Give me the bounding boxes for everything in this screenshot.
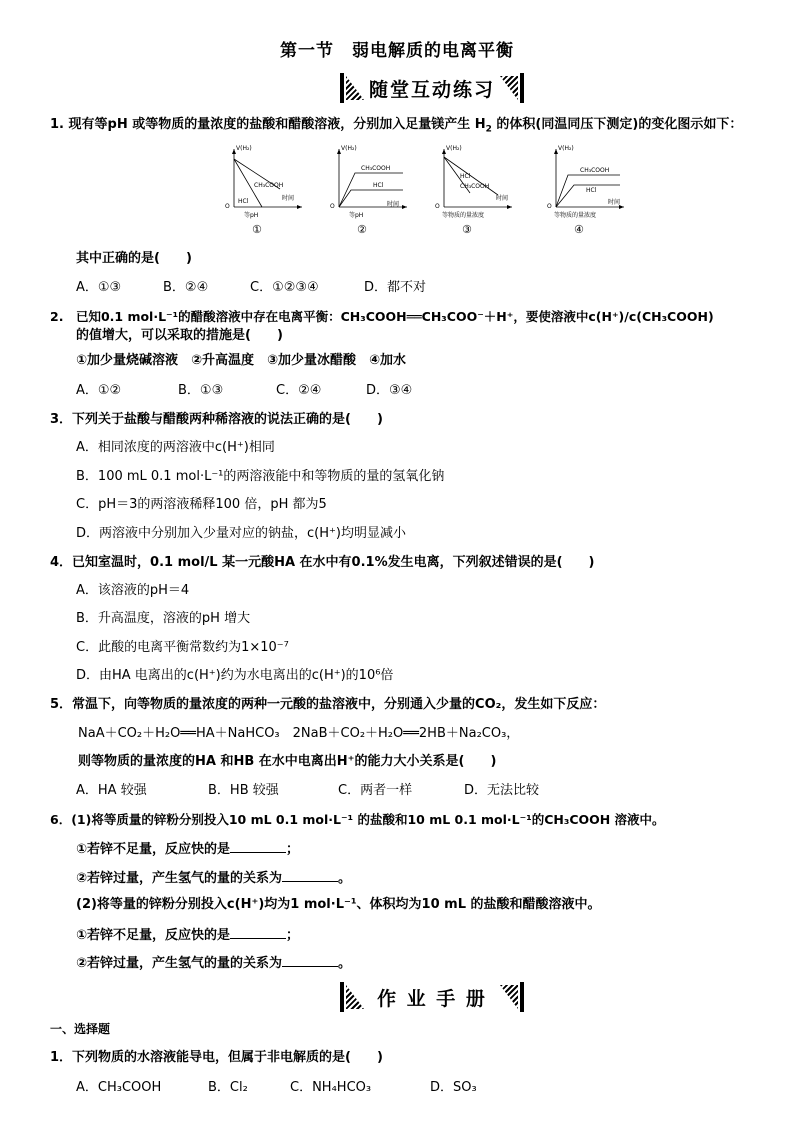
q5-option-a: A．HA 较强 (76, 783, 147, 798)
q1-option-c: C．①②③④ (250, 280, 319, 295)
answer-blank[interactable] (282, 954, 338, 967)
chart-2-origin: O (330, 203, 335, 210)
question-6-1b: ②若锌过量，产生氢气的量的关系为 。 (76, 871, 352, 886)
banner-label: 随堂互动练习 (368, 78, 495, 101)
question-4-stem: 4．已知室温时，0.1 mol/L 某一元酸HA 在水中有0.1%发生电离，下列叙述错误的是( ) (50, 555, 595, 570)
question-3-stem: 3．下列关于盐酸与醋酸两种稀溶液的说法正确的是( ) (50, 412, 383, 427)
question-6-part-1: 6．(1)将等质量的锌粉分别投入10 mL 0.1 mol·L⁻¹ 的盐酸和10 mL 0.1 mol·L⁻¹的CH₃COOH 溶液中。 (50, 812, 665, 827)
question-2-stem-cont: 的值增大，可以采取的措施是( ) (76, 328, 283, 343)
practice-banner (340, 73, 524, 103)
q1-option-a: A．①③ (76, 280, 122, 295)
chart-2-ylabel: V(H₂) (341, 145, 357, 152)
question-2-stem: 2. 已知0.1 mol·L⁻¹的醋酸溶液中存在电离平衡：CH₃COOH══CH₃COO⁻＋H⁺，要使溶液中c(H⁺)/c(CH₃COOH) (50, 309, 714, 324)
question-5-ask: 则等物质的量浓度的HA 和HB 在水中电离出H⁺的能力大小关系是( ) (78, 754, 497, 769)
banner-stripe-icon (346, 76, 364, 100)
q5-option-d: D．无法比较 (464, 783, 540, 798)
question-1-charts (222, 145, 642, 235)
question-6-2b: ②若锌过量，产生氢气的量的关系为 。 (76, 956, 352, 971)
question-5-reaction: NaA＋CO₂＋H₂O══HA＋NaHCO₃ 2NaB＋CO₂＋H₂O══2HB＋Na₂CO₃， (78, 726, 520, 741)
answer-blank[interactable] (282, 869, 338, 882)
chart-2-label-a: CH₃COOH (361, 165, 391, 172)
h1-option-b: B．Cl₂ (208, 1080, 248, 1095)
chart-3-caption: 等物质的量浓度 (442, 212, 485, 219)
q2-option-b: B．①③ (178, 383, 224, 398)
h1-option-d: D．SO₃ (430, 1080, 477, 1095)
q4-option-d: D．由HA 电离出的c(H⁺)约为水电离出的c(H⁺)的10⁶倍 (76, 668, 394, 683)
q5-option-c: C．两者一样 (338, 783, 413, 798)
chart-2 (327, 145, 417, 235)
chart-3-number: ③ (462, 223, 472, 236)
chart-4-label-b: HCl (586, 187, 597, 194)
q4-option-a: A．该溶液的pH＝4 (76, 583, 190, 598)
question-6-1a: ①若锌不足量，反应快的是 ； (76, 842, 300, 857)
q5-option-b: B．HB 较强 (208, 783, 279, 798)
chart-2-graphic (327, 145, 417, 225)
chart-3-label-b: CH₃COOH (460, 183, 490, 190)
q4-option-c: C．此酸的电离平衡常数约为1×10⁻⁷ (76, 640, 289, 655)
chart-4-number: ④ (574, 223, 584, 236)
q2-option-a: A．①② (76, 383, 122, 398)
q4-option-b: B．升高温度，溶液的pH 增大 (76, 611, 251, 626)
chart-3-label-a: HCl (460, 173, 471, 180)
question-5-stem: 5．常温下，向等物质的量浓度的两种一元酸的盐溶液中，分别通入少量的CO₂，发生如下反应： (50, 697, 606, 712)
chart-1-caption: 等pH (244, 212, 259, 219)
homework-banner (340, 982, 524, 1012)
question-6-2a: ①若锌不足量，反应快的是 ； (76, 928, 300, 943)
question-2-choices: ①加少量烧碱溶液 ②升高温度 ③加少量冰醋酸 ④加水 (76, 353, 407, 368)
page-title: 第一节 弱电解质的电离平衡 (280, 41, 514, 61)
q2-option-c: C．②④ (276, 383, 322, 398)
chart-1-number: ① (252, 223, 262, 236)
chart-4-ylabel: V(H₂) (558, 145, 574, 152)
answer-blank[interactable] (230, 926, 286, 939)
chart-3-ylabel: V(H₂) (446, 145, 462, 152)
chart-1-ylabel: V(H₂) (236, 145, 252, 152)
q3-option-c: C．pH＝3的两溶液稀释100 倍，pH 都为5 (76, 497, 327, 512)
answer-blank[interactable] (230, 840, 286, 853)
chart-1-label-a: CH₃COOH (254, 182, 284, 189)
banner-label: 作 业 手 册 (377, 987, 487, 1010)
chart-1 (222, 145, 312, 235)
chart-1-origin: O (225, 203, 230, 210)
q3-option-a: A．相同浓度的两溶液中c(H⁺)相同 (76, 440, 275, 455)
chart-3-origin: O (435, 203, 440, 210)
q3-option-d: D．两溶液中分别加入少量对应的钠盐，c(H⁺)均明显减小 (76, 526, 406, 541)
chart-3 (432, 145, 522, 235)
chart-4 (544, 145, 634, 235)
chart-1-label-b: HCl (238, 198, 249, 205)
section-heading: 一、选择题 (50, 1022, 111, 1036)
q1-option-b: B．②④ (163, 280, 209, 295)
q1-option-d: D．都不对 (364, 280, 427, 295)
question-1-stem: 1. 现有等pH 或等物质的量浓度的盐酸和醋酸溶液，分别加入足量镁产生 $H_2$ 的体积(同温同压下测定)的变化图示如下： (50, 117, 743, 135)
question-1-ask: 其中正确的是( ) (76, 251, 192, 266)
q3-option-b: B．100 mL 0.1 mol·L⁻¹的两溶液能中和等物质的量的氢氧化钠 (76, 469, 445, 484)
banner-stripe-icon (346, 985, 364, 1009)
chart-4-caption: 等物质的量浓度 (554, 212, 597, 219)
h1-option-a: A．CH₃COOH (76, 1080, 162, 1095)
chart-2-number: ② (357, 223, 367, 236)
chart-2-xlabel: 时间 (387, 201, 400, 208)
chart-2-label-b: HCl (373, 182, 384, 189)
chart-3-xlabel: 时间 (496, 195, 509, 202)
chart-4-xlabel: 时间 (608, 199, 621, 206)
chart-2-caption: 等pH (349, 212, 364, 219)
chart-4-label-a: CH₃COOH (580, 167, 610, 174)
h1-option-c: C．NH₄HCO₃ (290, 1080, 372, 1095)
chart-1-xlabel: 时间 (282, 195, 295, 202)
chart-4-origin: O (547, 203, 552, 210)
banner-stripe-icon (500, 76, 518, 100)
question-6-part-2: (2)将等量的锌粉分别投入c(H⁺)均为1 mol·L⁻¹、体积均为10 mL 的盐酸和醋酸溶液中。 (76, 897, 601, 912)
banner-stripe-icon (500, 985, 518, 1009)
homework-1-stem: 1．下列物质的水溶液能导电，但属于非电解质的是( ) (50, 1050, 383, 1065)
q2-option-d: D．③④ (366, 383, 413, 398)
